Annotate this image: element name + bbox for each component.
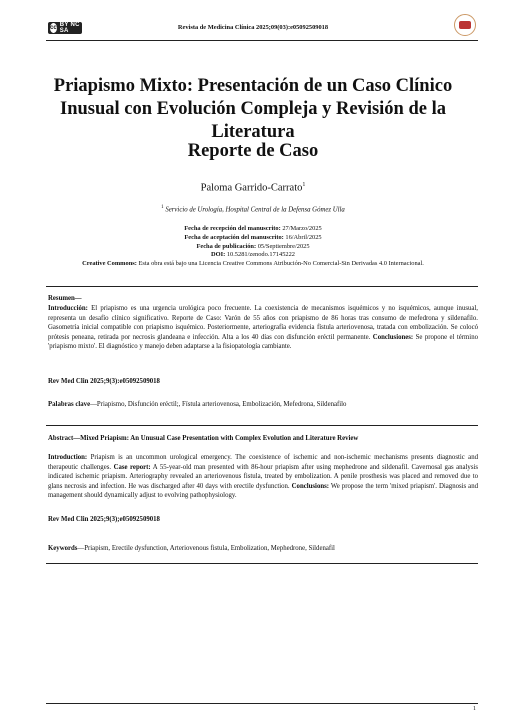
abstract-case-label: Case report: xyxy=(113,463,151,471)
abstract-body xyxy=(48,453,478,501)
abstract-heading: Abstract—Mixed Priapism: An Unusual Case Presentation with Complex Evolution and Literature Review xyxy=(48,435,359,442)
divider xyxy=(46,286,478,287)
resumen-body xyxy=(48,304,478,352)
paper-title: Priapismo Mixto: Presentación de un Caso Clínico Inusual con Evolución Compleja y Revisión de la Literatura xyxy=(53,76,453,142)
author-line xyxy=(0,182,506,194)
abstract-conclusions-text: We propose the term 'mixed priapism'. Diagnosis and management should dynamically adjust to evolving pathophysiology. xyxy=(48,482,478,499)
resumen-keywords: Palabras clave—Priapismo, Disfunción eréctil;, Fístula arteriovenosa, Embolización, Mefedrona, Sildenafilo xyxy=(48,401,347,408)
resumen-intro-label: Introducción: xyxy=(48,305,88,312)
divider xyxy=(46,425,478,426)
abstract-case-text: A 55-year-old man presented with 86-hour priapism after using mephedrone and sildenafil. Cavernosal gas analysis indicated ischemic priapism. Arteriography revealed an arteriovenous fistula, treated by embolization. A penile prosthesis was placed and removed due to glans necrosis and infection. He was discharged after 40 days with erectile dysfunction. xyxy=(48,463,479,490)
creative-commons-line: Creative Commons: Esta obra está bajo una Licencia Creative Commons Atribución-No Comercial-Sin Derivadas 4.0 Internacional. xyxy=(82,260,424,268)
abstract-keywords: Keywords—Priapism, Erectile dysfunction, Arteriovenous fistula, Embolization, Mephedrone, Sildenafil xyxy=(48,545,335,552)
resumen-conclusions-label: Conclusiones: xyxy=(372,333,414,341)
affiliation-marker: 1 xyxy=(161,205,164,210)
divider xyxy=(46,563,478,564)
accepted-date-line: Fecha de aceptación del manuscrito: 16/Abril/2025 xyxy=(184,233,322,241)
resumen-intro-text: El priapismo es una urgencia urológica poco frecuente. La coexistencia de mecanismos isquémicos y no isquémicos, aunque inusual, representa un desafío clínico significativo. Reporte de Caso: Varón de 55 años con priapismo de 86 horas tras consumo de mefedrona y sildenafilo. Gasometría inicial compatible con priapismo isquémico. Posteriormente, arteriografía evidencia fístula arteriovenosa, tratada con embolización. Se colocó prótesis peneana, retirada por necrosis glandeana e infección. Alta a los 40 días con disfunción eréctil permanente. xyxy=(48,305,479,341)
affiliation xyxy=(0,205,506,213)
page-number: 1 xyxy=(473,706,476,712)
resumen-citation: Rev Med Clin 2025;9(3):e05092509018 xyxy=(48,378,160,385)
doi-line[interactable]: DOI: 10.5281/zenodo.17145222 xyxy=(211,251,295,259)
abstract-citation: Rev Med Clin 2025;9(3);e05092509018 xyxy=(48,516,160,523)
received-date-line: Fecha de recepción del manuscrito: 27/Marzo/2025 xyxy=(184,225,322,232)
footer-rule xyxy=(46,703,478,704)
abstract-conclusions-label: Conclusions: xyxy=(291,482,330,490)
manuscript-dates xyxy=(0,225,506,269)
journal-logo-icon xyxy=(454,14,476,36)
resumen-conclusions-text: Se propone el término 'priapismo mixto'. El diagnóstico y manejo deben adaptarse a la fisiopatología cambiante. xyxy=(48,333,478,350)
journal-reference-header: Revista de Medicina Clínica 2025;09(03):e05092509018 xyxy=(177,24,329,31)
published-date-line: Fecha de publicación: 05/Septiembre/2025 xyxy=(196,242,310,250)
abstract-intro-text: Priapism is an uncommon urological emergency. The coexistence of ischemic and non-ischemic mechanisms presents diagnostic and therapeutic challenges. xyxy=(48,454,478,471)
abstract-intro-label: Introduction: xyxy=(48,454,88,461)
article-type-heading: Reporte de Caso xyxy=(187,141,319,161)
resumen-heading: Resumen— xyxy=(48,295,82,302)
cc-icon: cc xyxy=(50,25,57,31)
header-rule xyxy=(46,40,478,41)
license-logo-label: BY NC SA xyxy=(59,22,80,34)
author-name: Paloma Garrido-Carrato xyxy=(200,182,303,194)
author-affiliation-marker: 1 xyxy=(302,182,306,188)
affiliation-text: Servicio de Urología, Hospital Central de la Defensa Gómez Ulla xyxy=(165,206,345,214)
